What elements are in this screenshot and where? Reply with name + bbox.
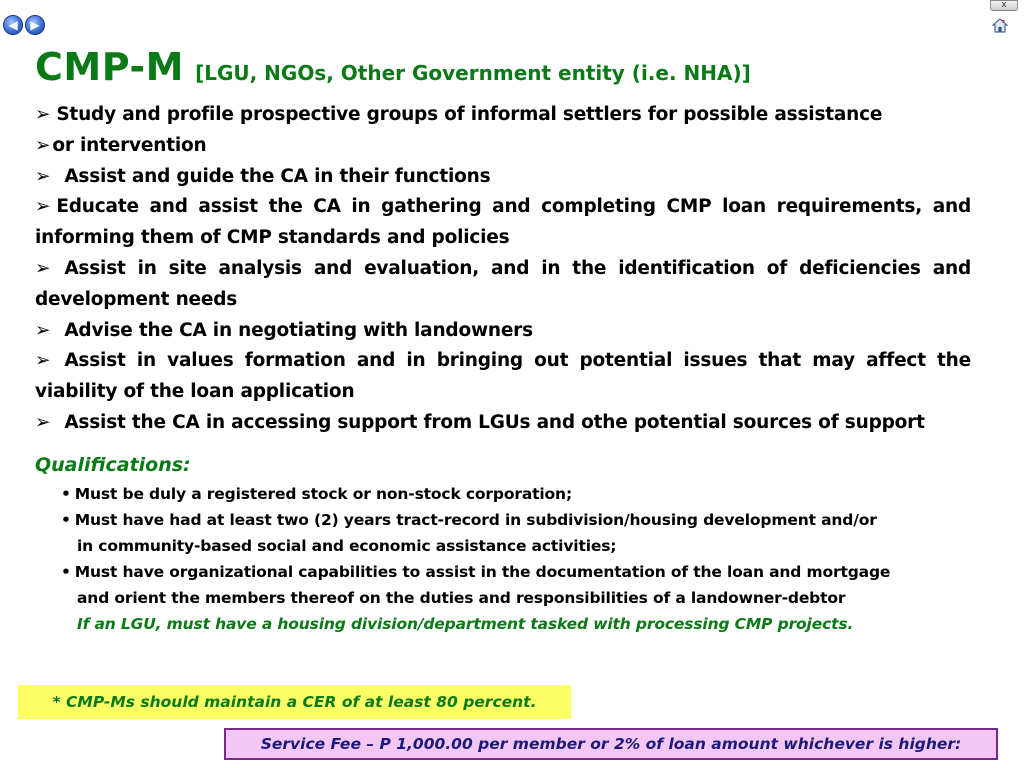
cer-note-text: * CMP-Ms should maintain a CER of at least 80 percent.	[52, 693, 537, 711]
list-item: ➢ Assist in values formation and in bringing out potential issues that may affect the viability of the loan application	[35, 350, 971, 403]
list-item: • Must have organizational capabilities to assist in the documentation of the loan and mortgage and orient the members thereof on the duties and responsibilities of a landowner-debtor	[61, 562, 891, 607]
service-fee-box	[224, 728, 998, 760]
qualifications-heading: Qualifications:	[35, 453, 191, 476]
list-item: ➢ or intervention	[35, 134, 207, 156]
list-item: ➢ Advise the CA in negotiating with landowners	[35, 319, 533, 341]
bullet-dot-icon: •	[61, 510, 71, 529]
slide-content	[35, 44, 971, 637]
list-item: ➢ Study and profile prospective groups of informal settlers for possible assistance	[35, 104, 883, 125]
qualifications-list	[61, 481, 971, 637]
arrow-bullet-icon: ➢	[35, 257, 51, 279]
bullet-dot-icon: •	[61, 484, 71, 503]
title-subtitle: [LGU, NGOs, Other Government entity (i.e. NHA)]	[195, 61, 751, 85]
lgu-note: If an LGU, must have a housing division/department tasked with processing CMP projects.	[77, 614, 854, 633]
list-item: ➢ Assist and guide the CA in their functions	[35, 165, 491, 187]
arrow-bullet-icon: ➢	[35, 196, 51, 218]
cer-note-box	[18, 685, 571, 719]
arrow-bullet-icon: ➢	[35, 411, 51, 433]
list-item: ➢ Educate and assist the CA in gathering and completing CMP loan requirements, and informing them of CMP standards and policies	[35, 196, 971, 249]
slide-title	[35, 44, 971, 98]
slide-nav	[3, 15, 45, 35]
back-arrow-icon[interactable]: ◀	[3, 15, 23, 35]
responsibilities-list	[35, 100, 971, 439]
forward-arrow-icon[interactable]: ▶	[25, 15, 45, 35]
arrow-bullet-icon: ➢	[35, 134, 51, 156]
list-item: • Must be duly a registered stock or non-stock corporation;	[61, 484, 572, 503]
list-item: ➢ Assist the CA in accessing support from LGUs and othe potential sources of support	[35, 411, 925, 433]
title-main: CMP-M	[35, 45, 184, 89]
arrow-bullet-icon: ➢	[35, 104, 51, 125]
list-item: • Must have had at least two (2) years tract-record in subdivision/housing development and/or in community-based social and economic assistance activities;	[61, 510, 877, 555]
arrow-bullet-icon: ➢	[35, 350, 51, 372]
arrow-bullet-icon: ➢	[35, 165, 51, 187]
list-item: ➢ Assist in site analysis and evaluation, and in the identification of deficiencies and development needs	[35, 257, 971, 310]
bullet-dot-icon: •	[61, 562, 71, 581]
arrow-bullet-icon: ➢	[35, 319, 51, 341]
home-icon[interactable]	[992, 18, 1008, 33]
service-fee-text: Service Fee – P 1,000.00 per member or 2% of loan amount whichever is higher:	[260, 735, 962, 753]
close-button[interactable]: x	[990, 0, 1018, 11]
